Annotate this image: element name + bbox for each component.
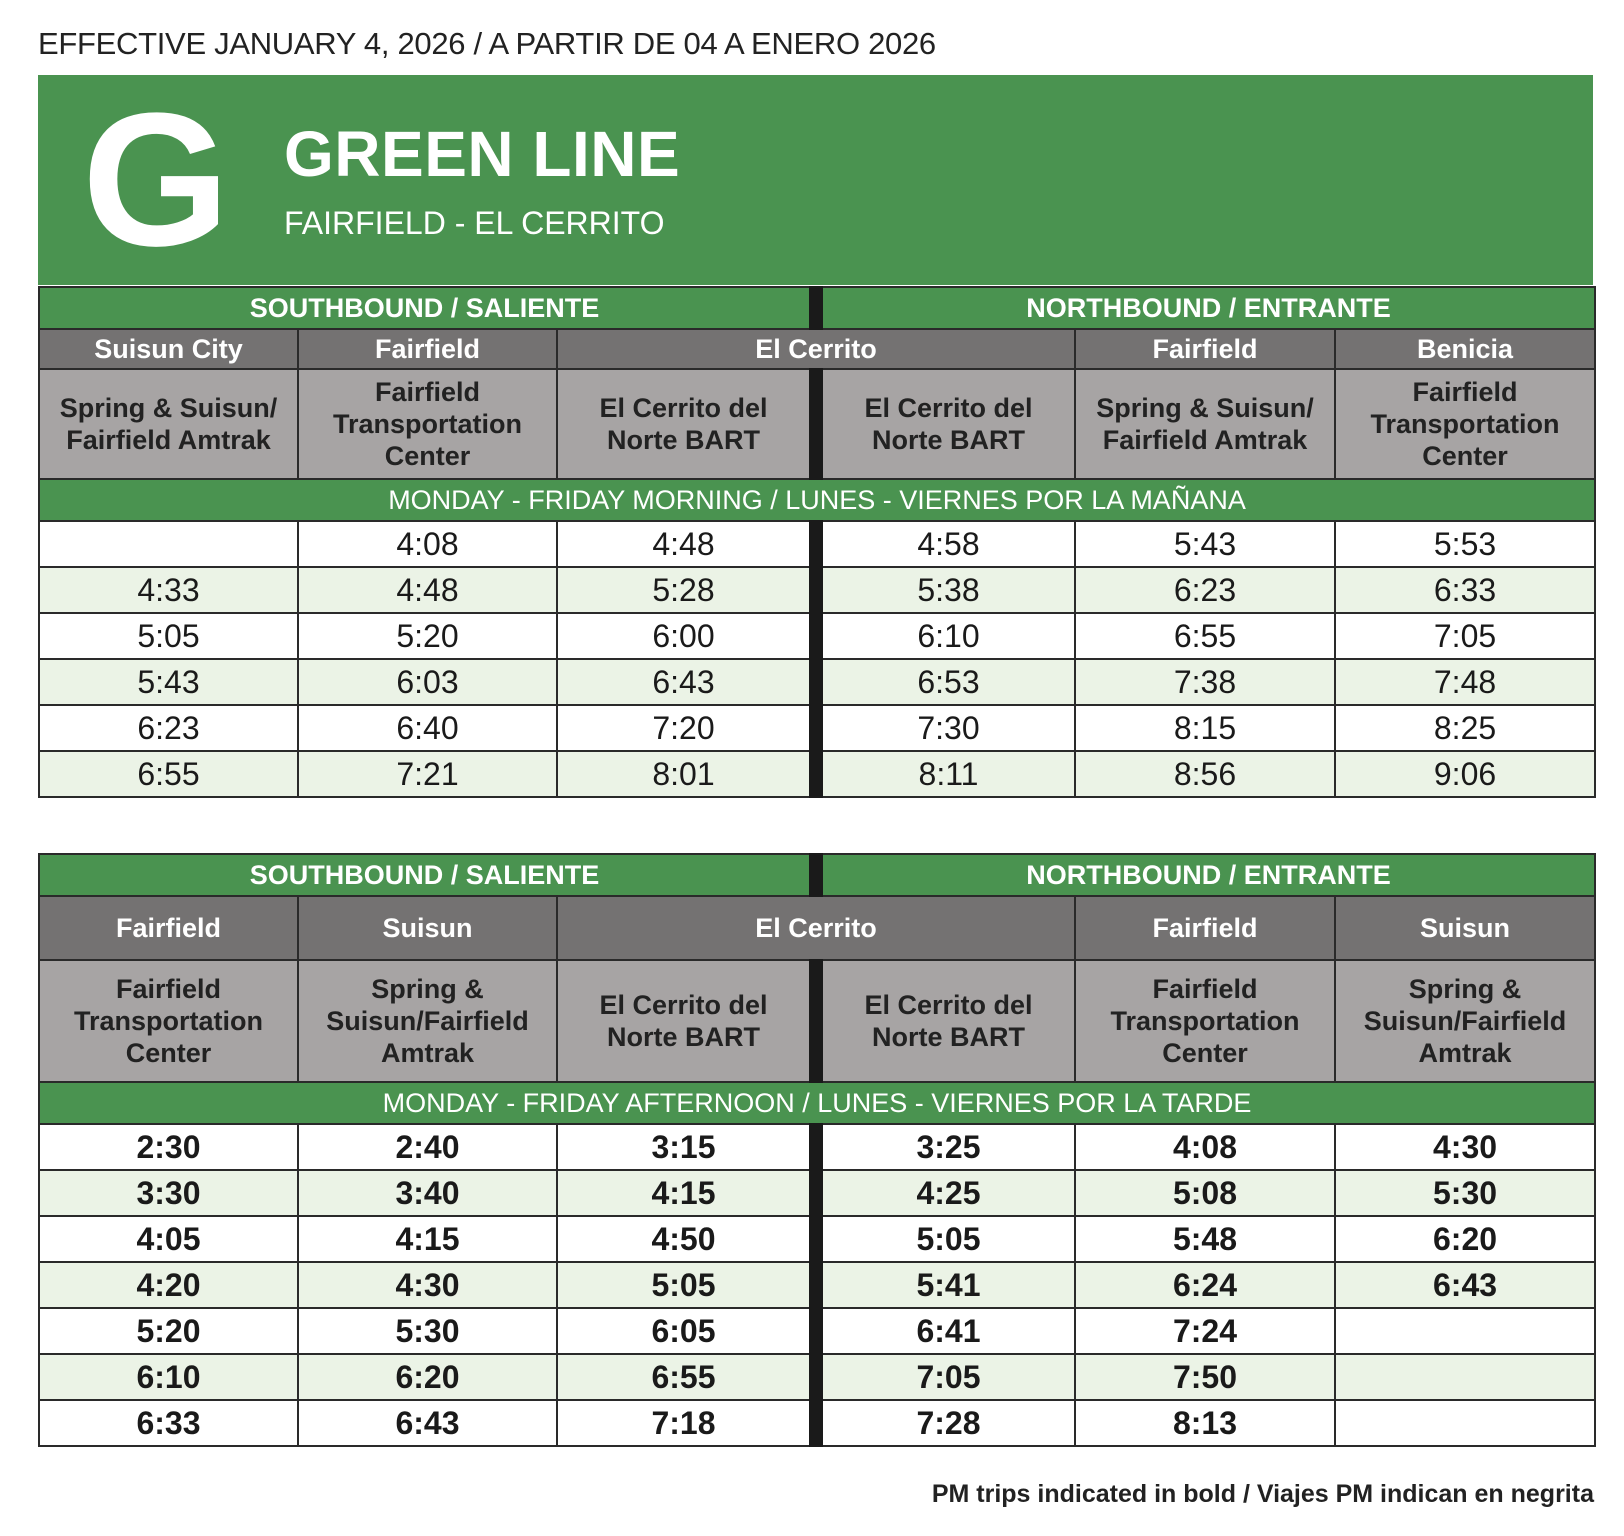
southbound-label: SOUTHBOUND / SALIENTE (39, 854, 816, 896)
stop-header: Spring & Suisun/Fairfield Amtrak (298, 960, 557, 1082)
city-header: Fairfield (1075, 896, 1335, 960)
time-cell: 2:40 (298, 1124, 557, 1170)
stop-header: Spring & Suisun/ Fairfield Amtrak (39, 369, 298, 479)
time-cell: 4:48 (298, 567, 557, 613)
time-cell (39, 521, 298, 567)
time-cell: 6:55 (1075, 613, 1335, 659)
time-cell: 6:33 (1335, 567, 1595, 613)
time-cell: 7:20 (557, 705, 816, 751)
time-cell: 5:43 (1075, 521, 1335, 567)
stop-header: Fairfield Transportation Center (298, 369, 557, 479)
city-header: Fairfield (1075, 329, 1335, 369)
table-row (39, 1170, 1595, 1216)
time-cell: 7:30 (816, 705, 1075, 751)
time-cell: 6:23 (1075, 567, 1335, 613)
stop-header: El Cerrito del Norte BART (557, 369, 816, 479)
time-cell: 4:30 (298, 1262, 557, 1308)
period-label: MONDAY - FRIDAY AFTERNOON / LUNES - VIERNES POR LA TARDE (39, 1082, 1595, 1124)
time-cell: 7:38 (1075, 659, 1335, 705)
stop-header: Fairfield Transportation Center (1335, 369, 1595, 479)
time-cell: 4:50 (557, 1216, 816, 1262)
time-cell: 5:08 (1075, 1170, 1335, 1216)
time-cell: 9:06 (1335, 751, 1595, 797)
time-cell: 6:53 (816, 659, 1075, 705)
time-cell: 6:55 (557, 1354, 816, 1400)
time-cell: 7:05 (1335, 613, 1595, 659)
table-row (39, 705, 1595, 751)
time-cell: 5:38 (816, 567, 1075, 613)
city-header: Fairfield (39, 896, 298, 960)
time-cell: 7:28 (816, 1400, 1075, 1446)
city-row (39, 329, 1595, 369)
time-cell: 5:05 (816, 1216, 1075, 1262)
southbound-label: SOUTHBOUND / SALIENTE (39, 287, 816, 329)
city-header: Suisun (298, 896, 557, 960)
time-cell: 5:05 (39, 613, 298, 659)
time-cell: 8:56 (1075, 751, 1335, 797)
time-cell: 4:05 (39, 1216, 298, 1262)
time-cell: 3:40 (298, 1170, 557, 1216)
table-row (39, 1308, 1595, 1354)
table-row (39, 567, 1595, 613)
route-name: GREEN LINE (284, 118, 681, 190)
city-row (39, 896, 1595, 960)
time-cell: 5:28 (557, 567, 816, 613)
time-cell: 6:03 (298, 659, 557, 705)
time-cell: 6:00 (557, 613, 816, 659)
city-header: Suisun (1335, 896, 1595, 960)
table-row (39, 751, 1595, 797)
time-cell (1335, 1354, 1595, 1400)
time-cell: 6:10 (39, 1354, 298, 1400)
time-cell: 6:43 (1335, 1262, 1595, 1308)
stop-header: Fairfield Transportation Center (39, 960, 298, 1082)
time-cell: 5:05 (557, 1262, 816, 1308)
time-cell: 5:30 (1335, 1170, 1595, 1216)
time-cell: 5:30 (298, 1308, 557, 1354)
time-cell: 5:53 (1335, 521, 1595, 567)
time-cell: 5:41 (816, 1262, 1075, 1308)
time-cell: 6:10 (816, 613, 1075, 659)
time-cell: 7:48 (1335, 659, 1595, 705)
time-cell: 6:40 (298, 705, 557, 751)
time-cell: 4:20 (39, 1262, 298, 1308)
city-header: El Cerrito (557, 896, 1075, 960)
city-header: Suisun City (39, 329, 298, 369)
stop-row (39, 369, 1595, 479)
time-cell: 7:21 (298, 751, 557, 797)
time-cell (1335, 1308, 1595, 1354)
time-cell: 8:13 (1075, 1400, 1335, 1446)
time-cell: 4:08 (1075, 1124, 1335, 1170)
time-cell: 4:58 (816, 521, 1075, 567)
stop-header: El Cerrito del Norte BART (557, 960, 816, 1082)
time-cell: 3:15 (557, 1124, 816, 1170)
time-cell: 4:25 (816, 1170, 1075, 1216)
table-row (39, 1124, 1595, 1170)
time-cell: 8:11 (816, 751, 1075, 797)
stop-header: El Cerrito del Norte BART (816, 369, 1075, 479)
time-cell: 6:41 (816, 1308, 1075, 1354)
table-row (39, 1354, 1595, 1400)
time-cell: 6:43 (298, 1400, 557, 1446)
time-cell: 4:48 (557, 521, 816, 567)
afternoon-schedule-table (38, 853, 1596, 1447)
route-endpoints: FAIRFIELD - EL CERRITO (284, 205, 665, 241)
route-letter-logo: G (82, 74, 226, 286)
table-row (39, 613, 1595, 659)
time-cell: 2:30 (39, 1124, 298, 1170)
time-cell: 6:24 (1075, 1262, 1335, 1308)
time-cell: 7:24 (1075, 1308, 1335, 1354)
city-header: Fairfield (298, 329, 557, 369)
period-label: MONDAY - FRIDAY MORNING / LUNES - VIERNES POR LA MAÑANA (39, 479, 1595, 521)
time-cell: 6:20 (1335, 1216, 1595, 1262)
table-row (39, 1216, 1595, 1262)
time-cell: 6:43 (557, 659, 816, 705)
table-row (39, 521, 1595, 567)
period-row (39, 1082, 1595, 1124)
stop-header: Fairfield Transportation Center (1075, 960, 1335, 1082)
period-row (39, 479, 1595, 521)
route-banner (38, 75, 1593, 285)
northbound-label: NORTHBOUND / ENTRANTE (816, 287, 1595, 329)
city-header: Benicia (1335, 329, 1595, 369)
time-cell: 6:55 (39, 751, 298, 797)
time-cell: 4:15 (298, 1216, 557, 1262)
time-cell: 7:05 (816, 1354, 1075, 1400)
time-cell (1335, 1400, 1595, 1446)
table-row (39, 1400, 1595, 1446)
time-cell: 7:50 (1075, 1354, 1335, 1400)
time-cell: 5:20 (39, 1308, 298, 1354)
effective-date: EFFECTIVE JANUARY 4, 2026 / A PARTIR DE 04 A ENERO 2026 (38, 26, 936, 61)
time-cell: 3:25 (816, 1124, 1075, 1170)
time-cell: 4:15 (557, 1170, 816, 1216)
time-cell: 3:30 (39, 1170, 298, 1216)
footnote: PM trips indicated in bold / Viajes PM indican en negrita (931, 1480, 1594, 1508)
stop-header: Spring & Suisun/Fairfield Amtrak (1335, 960, 1595, 1082)
table-row (39, 1262, 1595, 1308)
time-cell: 4:33 (39, 567, 298, 613)
time-cell: 4:08 (298, 521, 557, 567)
time-cell: 8:25 (1335, 705, 1595, 751)
time-cell: 5:20 (298, 613, 557, 659)
city-header: El Cerrito (557, 329, 1075, 369)
time-cell: 6:23 (39, 705, 298, 751)
morning-schedule-table (38, 286, 1596, 798)
direction-row (39, 854, 1595, 896)
time-cell: 6:20 (298, 1354, 557, 1400)
time-cell: 6:33 (39, 1400, 298, 1446)
stop-header: Spring & Suisun/ Fairfield Amtrak (1075, 369, 1335, 479)
time-cell: 5:48 (1075, 1216, 1335, 1262)
stop-row (39, 960, 1595, 1082)
time-cell: 5:43 (39, 659, 298, 705)
stop-header: El Cerrito del Norte BART (816, 960, 1075, 1082)
time-cell: 4:30 (1335, 1124, 1595, 1170)
northbound-label: NORTHBOUND / ENTRANTE (816, 854, 1595, 896)
direction-row (39, 287, 1595, 329)
time-cell: 7:18 (557, 1400, 816, 1446)
time-cell: 6:05 (557, 1308, 816, 1354)
time-cell: 8:01 (557, 751, 816, 797)
table-row (39, 659, 1595, 705)
time-cell: 8:15 (1075, 705, 1335, 751)
